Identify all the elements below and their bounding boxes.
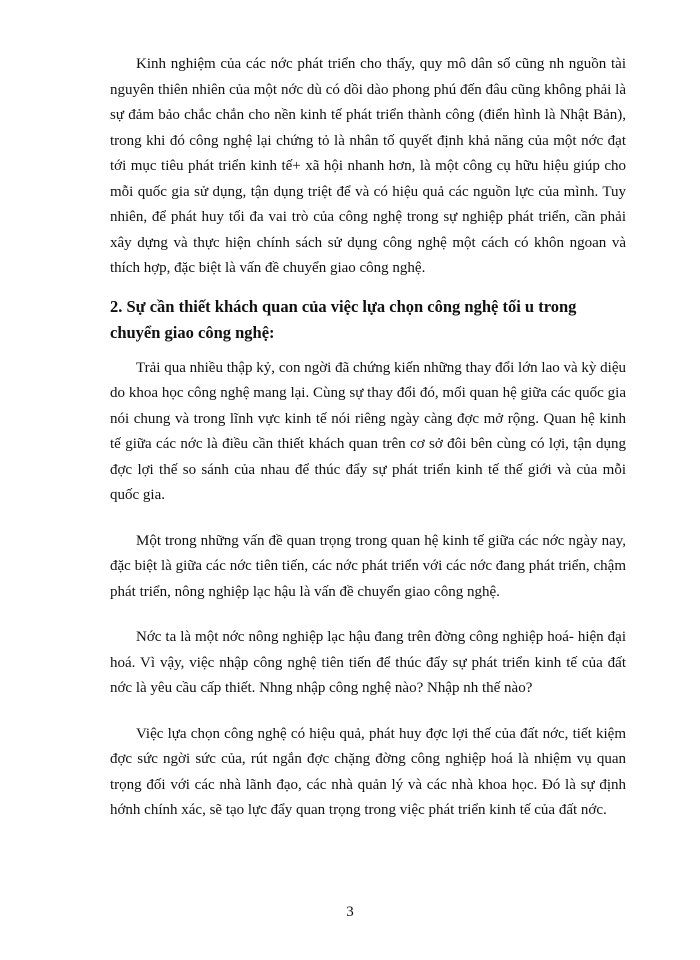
body-paragraph-3: Nớc ta là một nớc nông nghiệp lạc hậu đang trên đờng công nghiệp hoá- hiện đại hoá. Vì vậy, việc nhập công nghệ tiên tiến để thúc đẩy sự phát triển kinh tế của đất nớc là yêu cầu cấp thiết. Nhng nhập công nghệ nào? Nhập nh thế nào? (110, 629, 626, 696)
body-paragraph-4: Việc lựa chọn công nghệ có hiệu quả, phát huy đợc lợi thế của đất nớc, tiết kiệm đợc sức ngời sức của, rút ngắn đợc chặng đờng công nghiệp hoá là nhiệm vụ quan trọng đối với các nhà lãnh đạo, các nhà quản lý và các nhà khoa học. Đó là sự định hớnh chính xác, sẽ tạo lực đẩy quan trọng trong việc phát triển kinh tế của đất nớc. (110, 725, 626, 818)
body-paragraph-1: Trải qua nhiều thập kỷ, con ngời đã chứng kiến những thay đổi lớn lao và kỳ diệu do khoa học công nghệ mang lại. Cùng sự thay đổi đó, mối quan hệ giữa các quốc gia nói chung và trong lĩnh vực kinh tế nói riêng ngày càng đợc mở rộng. Quan hệ kinh tế giữa các nớc là điều cần thiết khách quan trên cơ sở đôi bên cùng có lợi, tận dụng đợc lợi thế so sánh của nhau để thúc đẩy sự phát triển kinh tế thế giới và của mỗi quốc gia. (110, 359, 626, 503)
intro-paragraph: Kinh nghiệm của các nớc phát triển cho thấy, quy mô dân số cũng nh nguồn tài nguyên thiên nhiên của một nớc dù có dồi dào phong phú đến đâu cũng không phải là sự đảm bảo chắc chắn cho nền kinh tế phát triển thành công (điển hình là Nhật Bản), trong khi đó công nghệ lại chứng tỏ là nhân tố quyết định khả năng của một nớc đạt tới mục tiêu phát triển kinh tế+ xã hội nhanh hơn, là một công cụ hữu hiệu giúp cho mỗi quốc gia sử dụng, tận dụng triệt để và có hiệu quả các nguồn lực của mình. Tuy nhiên, để phát huy tối đa vai trò của công nghệ trong sự nghiệp phát triển, cần phải xây dựng và thực hiện chính sách sử dụng công nghệ một cách có khôn ngoan và thích hợp, đặc biệt là vấn đề chuyển giao công nghệ. (110, 56, 626, 276)
body-paragraph-2: Một trong những vấn đề quan trọng trong quan hệ kinh tế giữa các nớc ngày nay, đặc biệt là giữa các nớc tiên tiến, các nớc phát triển với các nớc đang phát triển, chậm phát triển, nông nghiệp lạc hậu là vấn đề chuyển giao công nghệ. (110, 532, 626, 600)
section-heading: 2. Sự cần thiết khách quan của việc lựa chọn công nghệ tối u trong chuyển giao công nghệ: (110, 296, 577, 342)
page-number: 3 (346, 904, 354, 920)
